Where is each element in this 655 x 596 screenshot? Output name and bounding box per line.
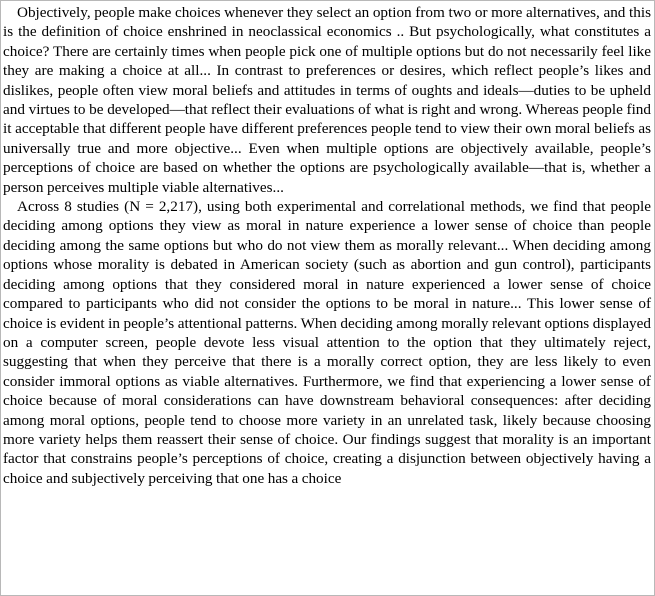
- paragraph-1: Objectively, people make choices whenever they select an option from two or more alternatives, and this is the definition of choice enshrined in neoclassical economics .. But psychologically, what constitutes a choice? There are certainly times when people pick one of multiple options but do not necessarily feel like they are making a choice at all... In contrast to preferences or desires, which reflect people’s likes and dislikes, people often view moral beliefs and attitudes in terms of oughts and ideals—duties to be upheld and virtues to be developed—that reflect their evaluations of what is right and wrong. Whereas people find it acceptable that different people have different preferences people tend to view their own moral beliefs as universally true and more objective... Even when multiple options are objectively available, people’s perceptions of choice are based on whether the options are psychologically available—that is, whether a person perceives multiple viable alternatives...: [3, 4, 651, 196]
- document-text-block: [3, 3, 651, 488]
- paragraph-2: Across 8 studies (N = 2,217), using both experimental and correlational methods, we find that people deciding among options they view as moral in nature experience a lower sense of choice than people deciding among the same options but who do not view them as morally relevant... When deciding among options whose morality is debated in American society (such as abortion and gun control), participants deciding among options that they considered moral in nature experienced a lower sense of choice compared to participants who did not consider the options to be moral in nature... This lower sense of choice is evident in people’s attentional patterns. When deciding among morally relevant options displayed on a computer screen, people devote less visual attention to the option that they ultimately reject, suggesting that when they perceive that there is a morally correct option, they are less likely to even consider immoral options as viable alternatives. Furthermore, we find that experiencing a lower sense of choice because of moral considerations can have downstream behavioral consequences: after deciding among moral options, people tend to choose more variety in an unrelated task, likely because choosing more variety helps them reassert their sense of choice. Our findings suggest that morality is an important factor that constrains people’s perceptions of choice, creating a disjunction between objectively having a choice and subjectively perceiving that one has a choice: [3, 198, 651, 487]
